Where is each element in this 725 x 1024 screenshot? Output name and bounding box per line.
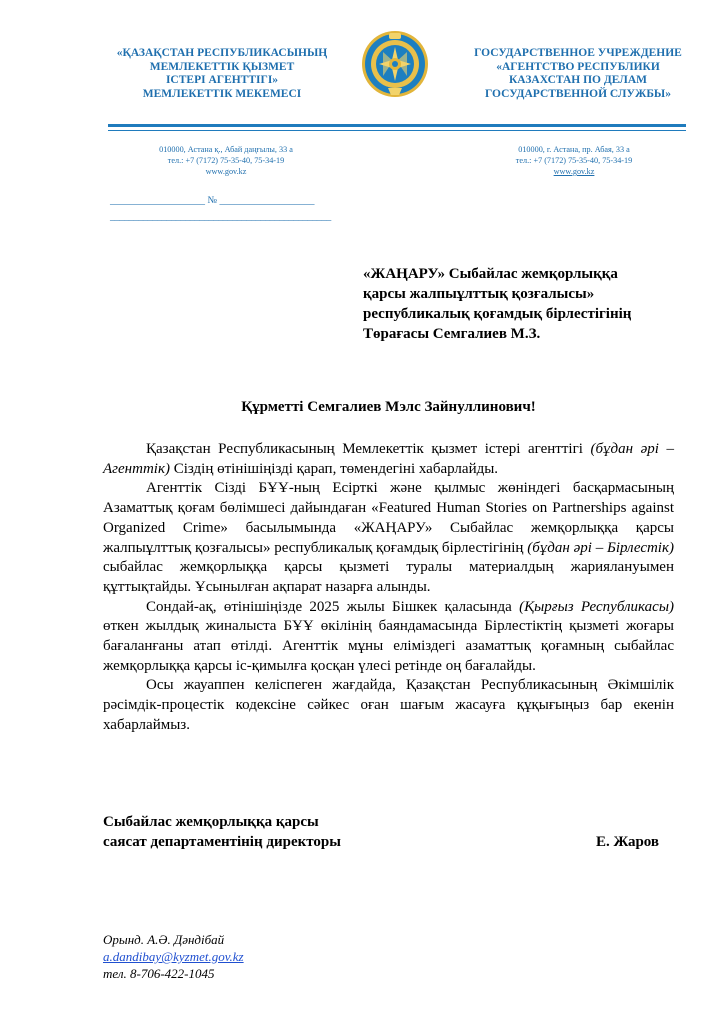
letter-body [103,440,674,736]
recipient-line: республикалық қоғамдық бірлестігінің [363,306,632,322]
registration-number-line: ___________________ № ___________________ [110,195,315,206]
address-kazakh [128,144,324,177]
body-text: Сондай-ақ, өтінішіңізде 2025 жылы Бішкек қаласында [146,598,520,615]
website-link[interactable]: www.gov.kz [553,167,595,176]
address-russian [476,144,672,177]
org-name-line: «ҚАЗАҚСТАН РЕСПУБЛИКАСЫНЫҢ [116,47,328,59]
body-text: Агенттік Сізді БҰҰ-ның Есірткі және қылмыс жөніндегі басқармасының Азаматтық қоғам бөлімшесі дайындаған «Featured Human Stories on Partnerships against Organized Crime» басылымында «ЖАҢАРУ» Сыбайлас жемқорлыққа қарсы жалпыұлттық қозғалысы» республикалық қоғамдық бірлестігінің [103,480,674,556]
phone-line: тел.: +7 (7172) 75-35-40, 75-34-19 [167,156,285,165]
org-name-line: ГОСУДАРСТВЕННОЕ УЧРЕЖДЕНИЕ [474,47,682,59]
recipient-block [363,264,631,344]
body-text: сыбайлас жемқорлыққа қарсы қызметі туралы материалдың жариялануымен құттықтайды. Ұсынылған ақпарат назарға алынды. [103,559,674,595]
phone-line: тел.: +7 (7172) 75-35-40, 75-34-19 [515,156,633,165]
org-name-line: КАЗАХСТАН ПО ДЕЛАМ [508,74,648,86]
website-link[interactable]: www.gov.kz [205,167,247,176]
org-name-line: МЕМЛЕКЕТТІК МЕКЕМЕСІ [142,87,302,100]
signature-line: Сыбайлас жемқорлыққа қарсы [103,814,319,830]
executor-phone: тел. 8-706-422-1045 [103,966,215,981]
address-line: 010000, г. Астана, пр. Абая, 33 а [518,145,630,154]
org-name-kazakh [106,47,338,101]
executor-name: Орынд. А.Ә. Дәндібай [103,932,225,947]
signature-title [103,812,341,852]
body-text: өткен жылдық жиналыста БҰҰ өкілінің баяндамасында Бірлестіктің қызметі жоғары бағаланғаны атап өтілді. Агенттік мұны еліміздегі азаматтық қоғамның сыбайлас жемқорлыққа қарсы іс-қимылға қосқан үлесі ретінде оң бағалайды. [103,618,674,674]
body-paragraph [103,479,674,597]
executor-block [103,931,244,982]
org-name-line: ІСТЕРІ АГЕНТТІГІ» [165,74,279,86]
org-name-russian [452,47,704,101]
body-text-italic: (бұдан әрі – Агенттік) [103,441,674,477]
greeting: Құрметті Семгалиев Мэлс Зайнуллинович! [241,399,536,415]
recipient-line: Төрағасы Семгалиев М.З. [363,326,541,342]
executor-email-link[interactable]: a.dandibay@kyzmet.gov.kz [103,949,244,964]
body-text: Сіздің өтінішіңізді қарап, төмендегіні хабарлайды. [169,460,499,477]
signature-line: саясат департаментінің директоры [103,834,341,850]
org-name-line: ГОСУДАРСТВЕННОЙ СЛУЖБЫ» [485,87,671,100]
signatory-name: Е. Жаров [596,834,660,850]
body-text-italic: (бұдан әрі – Бірлестік) [527,539,674,556]
body-text-italic: (Қырғыз Республикасы) [519,598,674,615]
org-name-line: «АГЕНТСТВО РЕСПУБЛИКИ [496,60,660,73]
header-divider-thin [108,130,686,131]
org-name-line: МЕМЛЕКЕТТІК ҚЫЗМЕТ [149,60,295,73]
recipient-line: қарсы жалпыұлттық қозғалысы» [363,286,595,302]
body-paragraph [103,440,674,479]
address-line: 010000, Астана қ., Абай даңғылы, 33 а [159,145,293,154]
body-text: Қазақстан Республикасының Мемлекеттік қызмет істері агенттігі [146,441,591,457]
body-paragraph [103,598,674,677]
header-divider-thick [108,124,686,127]
registration-date-line: _______________________________________________ [110,211,331,222]
body-paragraph: Осы жауаппен келіспеген жағдайда, Қазақстан Республикасының Әкімшілік рәсімдік-процестік кодексіне сәйкес оған шағым жасауға құқығыңыз бар екенін хабарлаймыз. [103,677,674,733]
recipient-line: «ЖАҢАРУ» Сыбайлас жемқорлыққа [363,266,618,282]
state-emblem-icon [361,30,429,98]
